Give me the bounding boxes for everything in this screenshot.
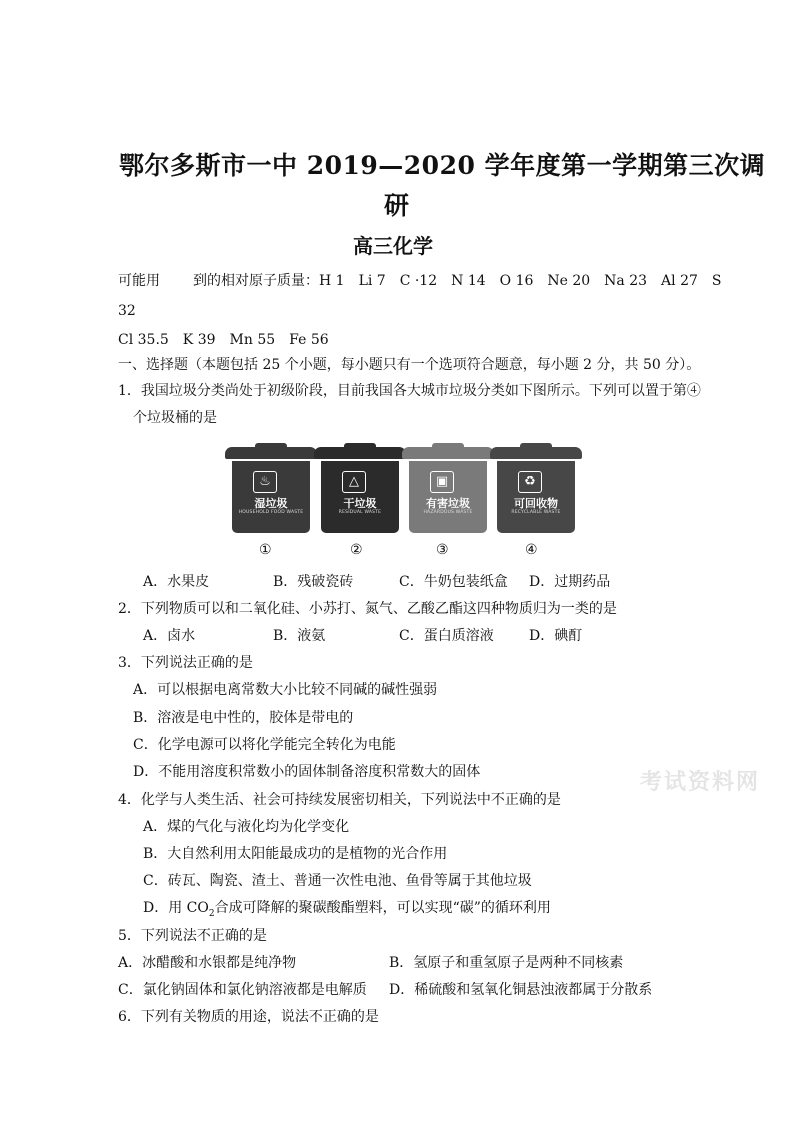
q2-option-d: D．碘酊 xyxy=(529,628,583,644)
q2-option-a: A．卤水 xyxy=(143,628,196,644)
bin-2-english: RESIDUAL WASTE xyxy=(338,510,382,515)
bin-3-number: ③ xyxy=(436,542,449,558)
atomic-mass-line1: 到的相对原子质量：H 1 Li 7 C ·12 N 14 O 16 Ne 20 Na 23 Al 27 S xyxy=(193,273,722,289)
recycle-icon: ♻ xyxy=(518,471,542,493)
q3-option-a: A．可以根据电离常数大小比较不同碱的碱性强弱 xyxy=(133,682,438,698)
bin-1-label: 湿垃圾 xyxy=(254,497,288,510)
atomic-mass-line2: 32 xyxy=(118,303,136,319)
q2-option-b: B．液氨 xyxy=(273,628,326,644)
bin-3 xyxy=(402,447,494,533)
q5-option-a: A．冰醋酸和水银都是纯净物 xyxy=(118,955,297,971)
q5-option-d: D．稀硫酸和氢氧化铜悬浊液都属于分散系 xyxy=(389,982,653,998)
q4-option-c: C．砖瓦、陶瓷、渣土、普通一次性电池、鱼骨等属于其他垃圾 xyxy=(143,873,532,889)
q4-option-d-rest: 合成可降解的聚碳酸酯塑料，可以实现“碳”的循环利用 xyxy=(214,900,551,916)
residual-waste-icon: △ xyxy=(342,471,366,493)
q4-option-b: B．大自然利用太阳能最成功的是植物的光合作用 xyxy=(143,846,448,862)
q1-option-a: A．水果皮 xyxy=(143,574,210,590)
subject-title: 高三化学 xyxy=(353,234,433,258)
section-heading: 一、选择题（本题包括 25 个小题，每小题只有一个选项符合题意，每小题 2 分，共 50 分）。 xyxy=(118,357,701,373)
q3-option-b: B．溶液是电中性的，胶体是带电的 xyxy=(133,710,354,726)
bin-4-english: RECYCLABLE WASTE xyxy=(511,510,561,515)
bin-4-label: 可回收物 xyxy=(514,497,558,510)
q6-stem: 6．下列有关物质的用途，说法不正确的是 xyxy=(118,1009,379,1025)
q4-option-d-subscript: 2 xyxy=(208,908,215,919)
food-waste-icon: ♨ xyxy=(253,471,277,493)
bin-2-label: 干垃圾 xyxy=(343,497,377,510)
q1-stem-line1: 1．我国垃圾分类尚处于初级阶段，目前我国各大城市垃圾分类如下图所示。下列可以置于第④ xyxy=(118,383,701,399)
q2-stem: 2．下列物质可以和二氧化硅、小苏打、氮气、乙酸乙酯这四种物质归为一类的是 xyxy=(118,601,617,617)
q1-stem-line2: 个垃圾桶的是 xyxy=(133,410,217,426)
watermark: 考试资料网 xyxy=(640,769,761,795)
atomic-mass-line3: Cl 35.5 K 39 Mn 55 Fe 56 xyxy=(118,332,329,348)
q5-option-b: B．氢原子和重氢原子是两种不同核素 xyxy=(389,955,624,971)
q2-option-c: C．蛋白质溶液 xyxy=(399,628,494,644)
q1-option-b: B．残破瓷砖 xyxy=(273,574,354,590)
q1-option-c: C．牛奶包装纸盒 xyxy=(399,574,508,590)
q5-option-c: C．氯化钠固体和氯化钠溶液都是电解质 xyxy=(118,982,367,998)
q4-stem: 4．化学与人类生活、社会可持续发展密切相关，下列说法中不正确的是 xyxy=(118,792,561,808)
atomic-mass-label: 可能用 xyxy=(118,273,160,289)
exam-title-line2: 研 xyxy=(384,191,410,220)
q1-option-d: D．过期药品 xyxy=(529,574,611,590)
hazardous-waste-icon: ▣ xyxy=(430,471,454,493)
bin-1 xyxy=(225,447,317,533)
bin-3-english: HAZARDOUS WASTE xyxy=(423,510,473,515)
bin-1-number: ① xyxy=(259,542,272,558)
bin-1-english: HOUSEHOLD FOOD WASTE xyxy=(238,510,304,515)
q4-option-a: A．煤的气化与液化均为化学变化 xyxy=(143,819,350,835)
bin-4-number: ④ xyxy=(525,542,538,558)
bin-2 xyxy=(314,447,406,533)
bin-2-number: ② xyxy=(350,542,363,558)
q4-option-d xyxy=(143,897,551,919)
bin-3-label: 有害垃圾 xyxy=(426,497,470,510)
q3-option-d: D．不能用溶度积常数小的固体制备溶度积常数大的固体 xyxy=(133,764,481,780)
bin-4 xyxy=(490,447,582,533)
exam-title-line1: 鄂尔多斯市一中 2019—2020 学年度第一学期第三次调 xyxy=(119,151,766,180)
q3-option-c: C．化学电源可以将化学能完全转化为电能 xyxy=(133,737,396,753)
q5-stem: 5．下列说法不正确的是 xyxy=(118,928,267,944)
q4-option-d-prefix: D．用 CO xyxy=(143,900,209,916)
q3-stem: 3．下列说法正确的是 xyxy=(118,655,253,671)
